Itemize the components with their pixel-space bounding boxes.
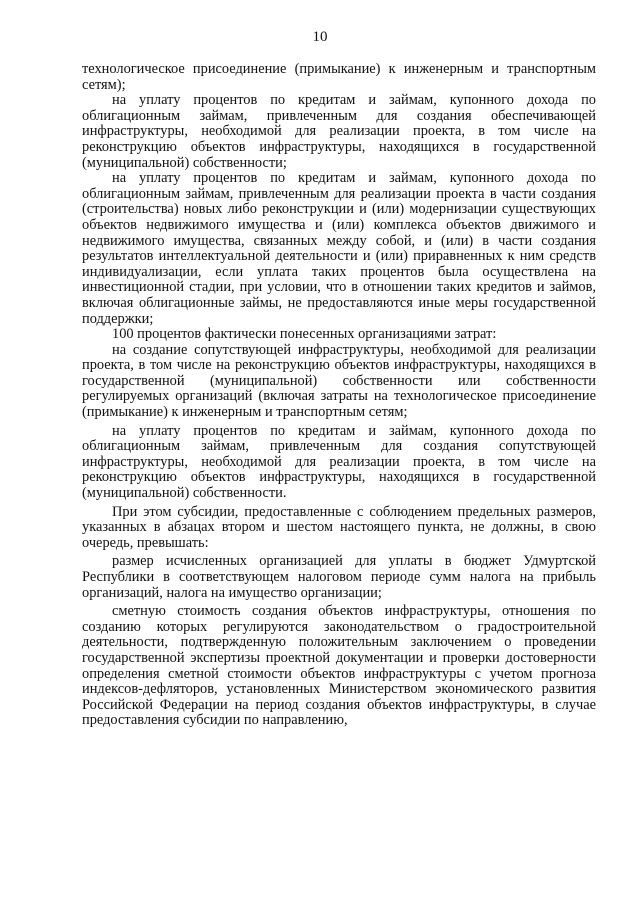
paragraph-interest-accompanying-infra: на уплату процентов по кредитам и займам, купонного дохода по облигационным займам, привлеченным для создания сопутствующей инфраструктуры, необходимой для реализации проекта, в том числе на реконструкцию объектов инфраструктуры, находящихся в государственной (муниципальной) собственности. (82, 422, 596, 502)
page-number: 10 (312, 29, 328, 45)
paragraph-100-percent-costs: 100 процентов фактически понесенных организациями затрат: (112, 326, 497, 343)
paragraph-accompanying-infrastructure: на создание сопутствующей инфраструктуры, необходимой для реализации проекта, в том числе на реконструкцию объектов инфраструктуры, находящихся в государственной (муниципальной) собственности или собственности регулируемых организаций (включая затраты на технологическое присоединение (примыкание) к инженерным и транспортным сетям; (82, 341, 596, 421)
paragraph-estimated-cost-limit: сметную стоимость создания объектов инфраструктуры, отношения по созданию которых регулируются законодательством о градостроительной деятельности, подтвержденную положительным заключением о проведении государственной экспертизы проектной документации и проверки достоверности определения сметной стоимости объектов инфраструктуры с учетом прогноза индексов-дефляторов, установленных Министерством экономического развития Российской Федерации на период создания объектов инфраструктуры, в случае предоставления субсидии по направлению, (82, 603, 596, 729)
paragraph-continuation: технологическое присоединение (примыкание) к инженерным и транспортным сетям); (82, 61, 596, 93)
paragraph-interest-supporting-infra-state: на уплату процентов по кредитам и займам, купонного дохода по облигационным займам, привлеченным для создания обеспечивающей инфраструктуры, необходимой для реализации проекта, в том числе на реконструкцию объектов инфраструктуры, находящихся в государственной (муниципальной) собственности; (82, 92, 596, 171)
paragraph-tax-amount-limit: размер исчисленных организацией для уплаты в бюджет Удмуртской Республики в соответствующем налоговом периоде сумм налога на прибыль организаций, налога на имущество организации; (82, 553, 596, 601)
paragraph-subsidy-limits: При этом субсидии, предоставленные с соблюдением предельных размеров, указанных в абзацах втором и шестом настоящего пункта, не должны, в свою очередь, превышать: (82, 503, 596, 551)
document-body (82, 62, 596, 729)
paragraph-interest-project-implementation: на уплату процентов по кредитам и займам, купонного дохода по облигационным займам, привлеченным для реализации проекта в части создания (строительства) новых либо реконструкции и (или) модернизации существующих объектов недвижимого имущества и (или) комплекса объектов движимого и недвижимого имущества, связанных между собой, и (или) в части создания результатов интеллектуальной деятельности и (или) приравненных к ним средств индивидуализации, если уплата таких процентов была осуществлена на инвестиционной стадии, при условии, что в отношении таких кредитов и займов, включая облигационные займы, не предоставляются иные меры государственной поддержки; (82, 170, 596, 327)
